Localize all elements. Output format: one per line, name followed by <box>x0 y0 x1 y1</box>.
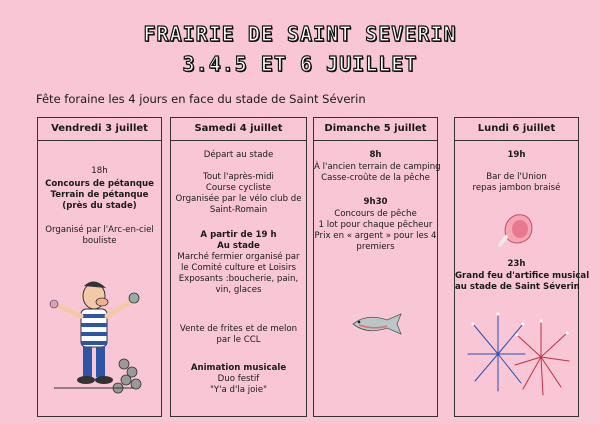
event-time: 9h30 <box>363 197 388 207</box>
day-heading: Dimanche 5 juillet <box>314 118 437 141</box>
day-column-monday <box>454 117 590 417</box>
event-detail: "Y'a d'la joie" <box>209 385 268 395</box>
petanque-player-icon <box>44 276 144 406</box>
event-title: Grand feu d'artifice musical <box>455 271 590 281</box>
event-location: À l'ancien terrain de camping <box>314 162 441 172</box>
event-title: Vente de frites et de melon <box>179 324 298 334</box>
day-heading: Vendredi 3 juillet <box>38 118 161 141</box>
event-location: au stade de Saint Séverin <box>455 282 580 292</box>
event-title: repas jambon braisé <box>472 183 561 193</box>
event-time: 8h <box>369 150 382 160</box>
event-line: Départ au stade <box>203 150 274 160</box>
event-location: Au stade <box>217 241 260 251</box>
event-location: (près du stade) <box>62 201 137 211</box>
event-location: Bar de l'Union <box>486 172 547 182</box>
event-organizer: Organisée par le vélo club de <box>175 194 302 204</box>
event-organizer: bouliste <box>82 236 117 246</box>
day-heading: Samedi 4 juillet <box>171 118 306 141</box>
event-title: Concours de pêche <box>334 209 417 219</box>
event-organizer: Saint-Romain <box>209 205 268 215</box>
event-time: A partir de 19 h <box>200 230 277 240</box>
event-title: Casse-croûte de la pêche <box>321 173 430 183</box>
event-detail: Exposants :boucherie, pain, <box>178 274 299 284</box>
event-title: Animation musicale <box>190 363 287 373</box>
event-title: Marché fermier organisé par <box>177 252 300 262</box>
poster-dates: 3.4.5 ET 6 JUILLET <box>182 52 418 76</box>
fair-notice: Fête foraine les 4 jours en face du stade de Saint Séverin <box>36 92 366 106</box>
event-time: Tout l'après-midi <box>203 172 274 182</box>
event-detail: premiers <box>356 242 395 252</box>
poster-title: FRAIRIE DE SAINT SEVERIN <box>143 22 457 46</box>
day-heading: Lundi 6 juillet <box>455 118 578 141</box>
event-title: Course cycliste <box>205 183 272 193</box>
event-detail: Duo festif <box>217 374 260 384</box>
event-detail: 1 lot pour chaque pêcheur <box>318 220 433 230</box>
event-time: 23h <box>507 259 526 269</box>
event-detail: Prix en « argent » pour les 4 <box>314 231 437 241</box>
event-organizer: par le CCL <box>216 335 261 345</box>
fish-icon <box>349 311 404 337</box>
event-time: 19h <box>507 150 526 160</box>
ham-icon <box>498 209 538 249</box>
event-detail: vin, glaces <box>215 285 262 295</box>
event-location: Terrain de pétanque <box>50 190 149 200</box>
day-column-sunday <box>313 117 441 417</box>
event-organizer: le Comité culture et Loisirs <box>180 263 297 273</box>
fireworks-icon <box>463 299 573 409</box>
day-column-friday <box>37 117 162 417</box>
event-time: 18h <box>91 166 108 176</box>
day-column-saturday <box>170 117 307 417</box>
event-title: Concours de pétanque <box>45 179 154 189</box>
event-organizer: Organisé par l'Arc-en-ciel <box>45 225 154 235</box>
